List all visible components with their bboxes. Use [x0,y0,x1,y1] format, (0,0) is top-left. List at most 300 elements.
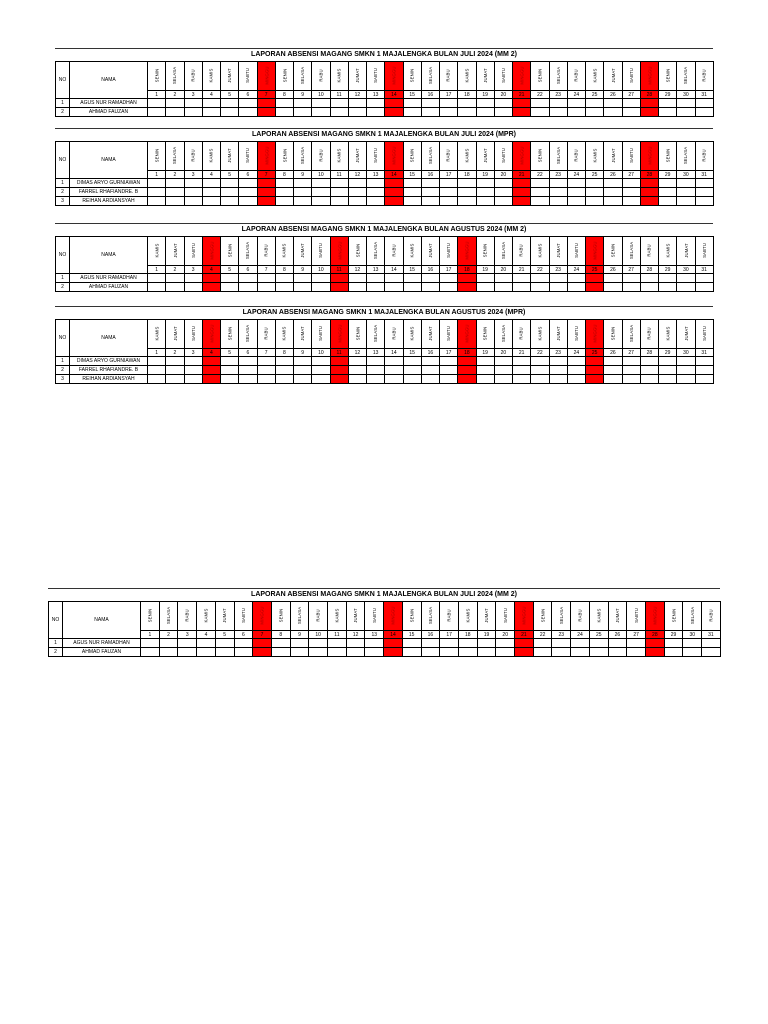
attendance-cell[interactable] [348,357,366,366]
attendance-cell[interactable] [513,108,531,117]
attendance-cell[interactable] [494,188,512,197]
attendance-cell[interactable] [330,179,348,188]
attendance-cell[interactable] [257,188,275,197]
attendance-cell[interactable] [367,366,385,375]
attendance-cell[interactable] [166,108,184,117]
attendance-cell[interactable] [640,179,658,188]
attendance-cell[interactable] [677,366,695,375]
attendance-cell[interactable] [533,639,552,648]
attendance-cell[interactable] [421,375,439,384]
attendance-cell[interactable] [221,375,239,384]
attendance-cell[interactable] [622,188,640,197]
attendance-cell[interactable] [166,197,184,206]
attendance-cell[interactable] [664,639,683,648]
attendance-cell[interactable] [622,357,640,366]
attendance-cell[interactable] [275,366,293,375]
attendance-cell[interactable] [239,179,257,188]
attendance-cell[interactable] [346,648,365,657]
attendance-cell[interactable] [166,357,184,366]
attendance-cell[interactable] [330,197,348,206]
attendance-cell[interactable] [586,179,604,188]
attendance-cell[interactable] [494,357,512,366]
attendance-cell[interactable] [148,99,166,108]
attendance-cell[interactable] [184,108,202,117]
attendance-cell[interactable] [385,197,403,206]
attendance-cell[interactable] [178,648,197,657]
attendance-cell[interactable] [348,179,366,188]
attendance-cell[interactable] [148,375,166,384]
attendance-cell[interactable] [622,99,640,108]
attendance-cell[interactable] [309,648,328,657]
attendance-cell[interactable] [659,179,677,188]
attendance-cell[interactable] [148,108,166,117]
attendance-cell[interactable] [571,648,590,657]
attendance-cell[interactable] [421,108,439,117]
attendance-cell[interactable] [294,188,312,197]
attendance-cell[interactable] [549,179,567,188]
attendance-cell[interactable] [476,108,494,117]
attendance-cell[interactable] [659,99,677,108]
attendance-cell[interactable] [148,197,166,206]
attendance-cell[interactable] [257,179,275,188]
attendance-cell[interactable] [589,639,608,648]
attendance-cell[interactable] [202,366,220,375]
attendance-cell[interactable] [402,648,421,657]
attendance-cell[interactable] [531,197,549,206]
attendance-cell[interactable] [239,188,257,197]
attendance-cell[interactable] [645,648,664,657]
attendance-cell[interactable] [440,357,458,366]
attendance-cell[interactable] [659,188,677,197]
attendance-cell[interactable] [402,639,421,648]
attendance-cell[interactable] [234,639,253,648]
attendance-cell[interactable] [549,375,567,384]
attendance-cell[interactable] [494,197,512,206]
attendance-cell[interactable] [494,283,512,292]
attendance-cell[interactable] [567,108,585,117]
attendance-cell[interactable] [622,375,640,384]
attendance-cell[interactable] [239,283,257,292]
attendance-cell[interactable] [330,99,348,108]
attendance-cell[interactable] [531,179,549,188]
attendance-cell[interactable] [531,357,549,366]
attendance-cell[interactable] [294,99,312,108]
attendance-cell[interactable] [515,648,534,657]
attendance-cell[interactable] [476,274,494,283]
attendance-cell[interactable] [275,274,293,283]
attendance-cell[interactable] [239,99,257,108]
attendance-cell[interactable] [421,179,439,188]
attendance-cell[interactable] [184,99,202,108]
attendance-cell[interactable] [683,639,702,648]
attendance-cell[interactable] [290,648,309,657]
attendance-cell[interactable] [695,197,713,206]
attendance-cell[interactable] [494,375,512,384]
attendance-cell[interactable] [367,99,385,108]
attendance-cell[interactable] [440,648,459,657]
attendance-cell[interactable] [440,108,458,117]
attendance-cell[interactable] [312,283,330,292]
attendance-cell[interactable] [476,179,494,188]
attendance-cell[interactable] [367,283,385,292]
attendance-cell[interactable] [330,108,348,117]
attendance-cell[interactable] [403,99,421,108]
attendance-cell[interactable] [476,375,494,384]
attendance-cell[interactable] [271,648,290,657]
attendance-cell[interactable] [166,366,184,375]
attendance-cell[interactable] [659,108,677,117]
attendance-cell[interactable] [421,99,439,108]
attendance-cell[interactable] [403,283,421,292]
attendance-cell[interactable] [695,179,713,188]
attendance-cell[interactable] [586,375,604,384]
attendance-cell[interactable] [215,648,234,657]
attendance-cell[interactable] [476,99,494,108]
attendance-cell[interactable] [549,283,567,292]
attendance-cell[interactable] [659,274,677,283]
attendance-cell[interactable] [178,639,197,648]
attendance-cell[interactable] [702,639,721,648]
attendance-cell[interactable] [294,375,312,384]
attendance-cell[interactable] [367,357,385,366]
attendance-cell[interactable] [640,366,658,375]
attendance-cell[interactable] [677,99,695,108]
attendance-cell[interactable] [184,366,202,375]
attendance-cell[interactable] [385,274,403,283]
attendance-cell[interactable] [586,283,604,292]
attendance-cell[interactable] [148,366,166,375]
attendance-cell[interactable] [677,357,695,366]
attendance-cell[interactable] [531,274,549,283]
attendance-cell[interactable] [294,108,312,117]
attendance-cell[interactable] [421,648,440,657]
attendance-cell[interactable] [271,639,290,648]
attendance-cell[interactable] [159,639,178,648]
attendance-cell[interactable] [330,375,348,384]
attendance-cell[interactable] [403,108,421,117]
attendance-cell[interactable] [234,648,253,657]
attendance-cell[interactable] [385,366,403,375]
attendance-cell[interactable] [476,188,494,197]
attendance-cell[interactable] [695,366,713,375]
attendance-cell[interactable] [312,179,330,188]
attendance-cell[interactable] [440,99,458,108]
attendance-cell[interactable] [159,648,178,657]
attendance-cell[interactable] [348,274,366,283]
attendance-cell[interactable] [312,197,330,206]
attendance-cell[interactable] [385,283,403,292]
attendance-cell[interactable] [348,366,366,375]
attendance-cell[interactable] [476,197,494,206]
attendance-cell[interactable] [604,375,622,384]
attendance-cell[interactable] [312,366,330,375]
attendance-cell[interactable] [496,648,515,657]
attendance-cell[interactable] [275,179,293,188]
attendance-cell[interactable] [531,188,549,197]
attendance-cell[interactable] [166,375,184,384]
attendance-cell[interactable] [367,179,385,188]
attendance-cell[interactable] [197,639,216,648]
attendance-cell[interactable] [622,366,640,375]
attendance-cell[interactable] [257,357,275,366]
attendance-cell[interactable] [385,179,403,188]
attendance-cell[interactable] [659,375,677,384]
attendance-cell[interactable] [197,648,216,657]
attendance-cell[interactable] [640,99,658,108]
attendance-cell[interactable] [627,648,646,657]
attendance-cell[interactable] [458,357,476,366]
attendance-cell[interactable] [257,274,275,283]
attendance-cell[interactable] [202,99,220,108]
attendance-cell[interactable] [677,108,695,117]
attendance-cell[interactable] [257,108,275,117]
attendance-cell[interactable] [513,283,531,292]
attendance-cell[interactable] [586,366,604,375]
attendance-cell[interactable] [567,274,585,283]
attendance-cell[interactable] [567,99,585,108]
attendance-cell[interactable] [552,648,571,657]
attendance-cell[interactable] [622,179,640,188]
attendance-cell[interactable] [312,188,330,197]
attendance-cell[interactable] [695,108,713,117]
attendance-cell[interactable] [552,639,571,648]
attendance-cell[interactable] [440,366,458,375]
attendance-cell[interactable] [458,197,476,206]
attendance-cell[interactable] [294,274,312,283]
attendance-cell[interactable] [166,188,184,197]
attendance-cell[interactable] [221,108,239,117]
attendance-cell[interactable] [221,179,239,188]
attendance-cell[interactable] [221,283,239,292]
attendance-cell[interactable] [421,188,439,197]
attendance-cell[interactable] [202,108,220,117]
attendance-cell[interactable] [166,99,184,108]
attendance-cell[interactable] [640,188,658,197]
attendance-cell[interactable] [458,283,476,292]
attendance-cell[interactable] [458,179,476,188]
attendance-cell[interactable] [440,375,458,384]
attendance-cell[interactable] [215,639,234,648]
attendance-cell[interactable] [695,283,713,292]
attendance-cell[interactable] [513,197,531,206]
attendance-cell[interactable] [239,274,257,283]
attendance-cell[interactable] [622,274,640,283]
attendance-cell[interactable] [677,197,695,206]
attendance-cell[interactable] [202,357,220,366]
attendance-cell[interactable] [403,375,421,384]
attendance-cell[interactable] [421,274,439,283]
attendance-cell[interactable] [239,357,257,366]
attendance-cell[interactable] [221,188,239,197]
attendance-cell[interactable] [312,108,330,117]
attendance-cell[interactable] [695,357,713,366]
attendance-cell[interactable] [141,639,160,648]
attendance-cell[interactable] [330,283,348,292]
attendance-cell[interactable] [348,108,366,117]
attendance-cell[interactable] [257,99,275,108]
attendance-cell[interactable] [476,366,494,375]
attendance-cell[interactable] [166,274,184,283]
attendance-cell[interactable] [330,366,348,375]
attendance-cell[interactable] [531,99,549,108]
attendance-cell[interactable] [494,179,512,188]
attendance-cell[interactable] [531,108,549,117]
attendance-cell[interactable] [294,366,312,375]
attendance-cell[interactable] [367,188,385,197]
attendance-cell[interactable] [385,188,403,197]
attendance-cell[interactable] [695,375,713,384]
attendance-cell[interactable] [458,375,476,384]
attendance-cell[interactable] [608,639,627,648]
attendance-cell[interactable] [202,375,220,384]
attendance-cell[interactable] [496,639,515,648]
attendance-cell[interactable] [312,375,330,384]
attendance-cell[interactable] [586,357,604,366]
attendance-cell[interactable] [659,283,677,292]
attendance-cell[interactable] [702,648,721,657]
attendance-cell[interactable] [458,639,477,648]
attendance-cell[interactable] [586,188,604,197]
attendance-cell[interactable] [148,357,166,366]
attendance-cell[interactable] [677,375,695,384]
attendance-cell[interactable] [440,179,458,188]
attendance-cell[interactable] [257,366,275,375]
attendance-cell[interactable] [367,274,385,283]
attendance-cell[interactable] [184,179,202,188]
attendance-cell[interactable] [622,283,640,292]
attendance-cell[interactable] [421,283,439,292]
attendance-cell[interactable] [275,99,293,108]
attendance-cell[interactable] [494,108,512,117]
attendance-cell[interactable] [367,197,385,206]
attendance-cell[interactable] [604,188,622,197]
attendance-cell[interactable] [567,357,585,366]
attendance-cell[interactable] [695,274,713,283]
attendance-cell[interactable] [622,108,640,117]
attendance-cell[interactable] [567,283,585,292]
attendance-cell[interactable] [513,274,531,283]
attendance-cell[interactable] [257,197,275,206]
attendance-cell[interactable] [365,648,384,657]
attendance-cell[interactable] [421,639,440,648]
attendance-cell[interactable] [184,188,202,197]
attendance-cell[interactable] [221,357,239,366]
attendance-cell[interactable] [202,274,220,283]
attendance-cell[interactable] [664,648,683,657]
attendance-cell[interactable] [515,639,534,648]
attendance-cell[interactable] [513,179,531,188]
attendance-cell[interactable] [275,197,293,206]
attendance-cell[interactable] [440,283,458,292]
attendance-cell[interactable] [148,274,166,283]
attendance-cell[interactable] [494,366,512,375]
attendance-cell[interactable] [531,283,549,292]
attendance-cell[interactable] [589,648,608,657]
attendance-cell[interactable] [458,274,476,283]
attendance-cell[interactable] [294,357,312,366]
attendance-cell[interactable] [348,283,366,292]
attendance-cell[interactable] [202,188,220,197]
attendance-cell[interactable] [659,357,677,366]
attendance-cell[interactable] [184,375,202,384]
attendance-cell[interactable] [275,375,293,384]
attendance-cell[interactable] [458,108,476,117]
attendance-cell[interactable] [604,99,622,108]
attendance-cell[interactable] [567,366,585,375]
attendance-cell[interactable] [275,108,293,117]
attendance-cell[interactable] [294,197,312,206]
attendance-cell[interactable] [567,188,585,197]
attendance-cell[interactable] [531,375,549,384]
attendance-cell[interactable] [683,648,702,657]
attendance-cell[interactable] [604,283,622,292]
attendance-cell[interactable] [476,357,494,366]
attendance-cell[interactable] [275,283,293,292]
attendance-cell[interactable] [476,283,494,292]
attendance-cell[interactable] [184,357,202,366]
attendance-cell[interactable] [549,108,567,117]
attendance-cell[interactable] [571,639,590,648]
attendance-cell[interactable] [440,188,458,197]
attendance-cell[interactable] [367,108,385,117]
attendance-cell[interactable] [604,108,622,117]
attendance-cell[interactable] [257,283,275,292]
attendance-cell[interactable] [253,648,272,657]
attendance-cell[interactable] [403,188,421,197]
attendance-cell[interactable] [622,197,640,206]
attendance-cell[interactable] [458,366,476,375]
attendance-cell[interactable] [275,357,293,366]
attendance-cell[interactable] [348,188,366,197]
attendance-cell[interactable] [202,283,220,292]
attendance-cell[interactable] [348,197,366,206]
attendance-cell[interactable] [221,197,239,206]
attendance-cell[interactable] [604,366,622,375]
attendance-cell[interactable] [384,648,403,657]
attendance-cell[interactable] [477,648,496,657]
attendance-cell[interactable] [458,648,477,657]
attendance-cell[interactable] [533,648,552,657]
attendance-cell[interactable] [239,375,257,384]
attendance-cell[interactable] [148,179,166,188]
attendance-cell[interactable] [608,648,627,657]
attendance-cell[interactable] [202,197,220,206]
attendance-cell[interactable] [640,108,658,117]
attendance-cell[interactable] [513,366,531,375]
attendance-cell[interactable] [604,197,622,206]
attendance-cell[interactable] [627,639,646,648]
attendance-cell[interactable] [586,108,604,117]
attendance-cell[interactable] [385,357,403,366]
attendance-cell[interactable] [549,366,567,375]
attendance-cell[interactable] [640,375,658,384]
attendance-cell[interactable] [385,99,403,108]
attendance-cell[interactable] [239,108,257,117]
attendance-cell[interactable] [659,366,677,375]
attendance-cell[interactable] [367,375,385,384]
attendance-cell[interactable] [385,108,403,117]
attendance-cell[interactable] [202,179,220,188]
attendance-cell[interactable] [403,197,421,206]
attendance-cell[interactable] [458,99,476,108]
attendance-cell[interactable] [677,274,695,283]
attendance-cell[interactable] [659,197,677,206]
attendance-cell[interactable] [586,274,604,283]
attendance-cell[interactable] [184,283,202,292]
attendance-cell[interactable] [494,274,512,283]
attendance-cell[interactable] [275,188,293,197]
attendance-cell[interactable] [567,197,585,206]
